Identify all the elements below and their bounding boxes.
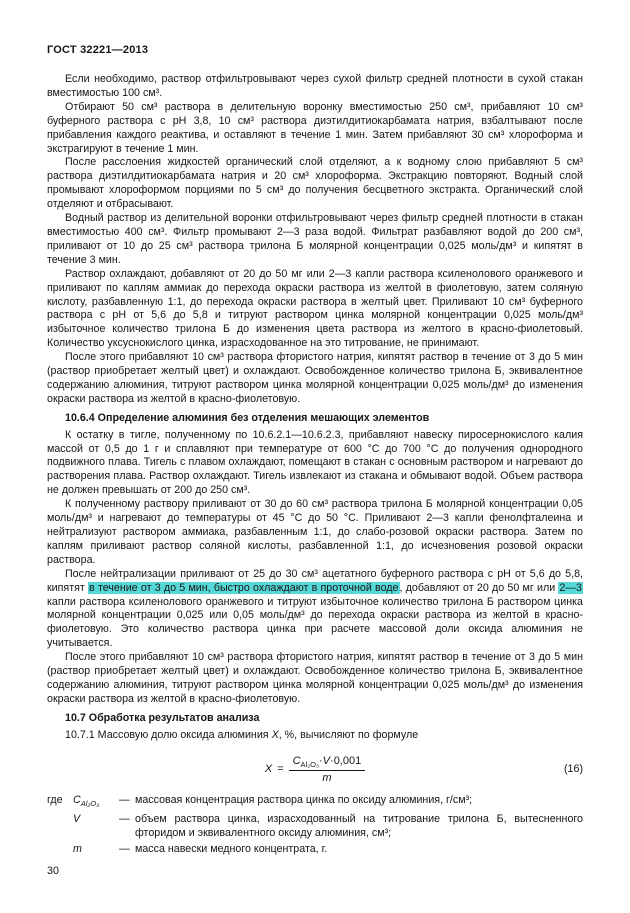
text-run: После этого прибавляют 10 см³ раствора фтористого натрия, кипятят раствор в течение от 3 до 5 мин (раствор приобретает желтый цвет) и охлаждают. Освобожденное количество трилона Б, эквивалентное содержанию алюминия, титруют раствором цинка молярной концентрации 0,025 моль/дм³ до изменения окраски раствора из желтой в красно-фиолетовую. bbox=[47, 651, 583, 705]
legend-symbol-v-base: V bbox=[73, 812, 81, 825]
formula-block bbox=[47, 755, 583, 784]
formula-numerator bbox=[289, 755, 366, 771]
document-body bbox=[47, 73, 583, 743]
text-run: После этого прибавляют 10 см³ раствора фтористого натрия, кипятят раствор в течение от 3 до 5 мин (раствор приобретает желтый цвет) и охлаждают. Освобожденное количество трилона Б, эквивалентное содержанию алюминия, титруют раствором цинка молярной концентрации 0,025 моль/дм³ до изменения окраски раствора из желтой в красно-фиолетовую. bbox=[47, 351, 583, 405]
paragraph bbox=[47, 101, 583, 157]
text-run: После расслоения жидкостей органический слой отделяют, а к водному слою прибавляют 5 см³ раствора диэтилдитиокарбамата натрия и 20 см³ хлороформа. Экстракцию повторяют. Водный слой промывают хлороформом порциями по 5 см³ до получения бесцветного экстракта. Органический слой отделяют и отбрасывают. bbox=[47, 156, 583, 211]
formula-var-c: C bbox=[292, 754, 301, 767]
paragraph bbox=[47, 568, 583, 651]
text-run: 10.7 Обработка результатов анализа bbox=[65, 711, 260, 724]
formula-multiply-sign: · bbox=[330, 754, 334, 767]
text-run: , добавляют от 20 до 50 мг или bbox=[399, 581, 559, 594]
text-run: капли раствора ксиленолового оранжевого и титруют избыточное количество трилона Б раствором цинка молярной концентрации 0,025 или 0,05 моль/дм³ до перехода окраски раствора из желтой в красно-фиолетовую. Это количество раствора цинка при расчете массовой доли оксида алюминия не учитывается. bbox=[47, 595, 583, 650]
paragraph bbox=[47, 351, 583, 407]
formula-fraction bbox=[289, 755, 366, 784]
legend-symbol-v bbox=[73, 813, 119, 841]
text-run: Если необходимо, раствор отфильтровывают через сухой фильтр средней плотности в сухой стакан вместимостью 100 см³. bbox=[47, 73, 583, 99]
paragraph bbox=[47, 73, 583, 101]
text-run: К остатку в тигле, полученному по 10.6.2.1—10.6.2.3, прибавляют навеску пиросернокислого калия массой от 0,5 до 1 г и сплавляют при температуре от 600 °С до 700 °С до получения однородного подвижного плава. Тигель с плавом охлаждают, помещают в стакан с основным раствором и нагревают до растворения плава. Раствор охлаждают. Тигель извлекают из стакана и обмывают водой. Объем раствора не должен превышать от 200 до 250 см³. bbox=[47, 428, 583, 497]
paragraph bbox=[47, 268, 583, 351]
legend-symbol-c bbox=[73, 794, 119, 811]
text-run: Водный раствор из делительной воронки отфильтровывают через фильтр средней плотности в стакан вместимостью 400 см³. Фильтр промывают 2—3 раза водой. Фильтрат разбавляют водой до 200 см³, приливают от 10 до 25 см³ раствора трилона Б молярной концентрации 0,025 моль/дм³ и кипятят в течение 3 мин. bbox=[47, 212, 583, 266]
legend-symbol-c-base: C bbox=[73, 793, 81, 806]
legend-spacer bbox=[47, 813, 73, 841]
formula-var-c-subscript: Al₂O₃ bbox=[300, 759, 319, 769]
paragraph bbox=[47, 729, 583, 743]
legend-dash: — bbox=[119, 842, 130, 855]
paragraph bbox=[47, 429, 583, 499]
legend-spacer bbox=[47, 843, 73, 857]
formula-legend bbox=[47, 794, 583, 857]
formula-number: (16) bbox=[564, 763, 584, 776]
text-run: X bbox=[271, 728, 279, 741]
formula-var-v: V bbox=[322, 754, 331, 767]
text-run: К полученному раствору приливают от 30 до 60 см³ раствора трилона Б молярной концентрации 0,05 моль/дм³ и нагревают до температуры от 45 °С до 50 °С. Приливают 2—3 капли фенолфталеина и нейтрализуют раствором аммиака, разбавленным 1:1, до слабо-розовой окраски раствора. Затем по каплям приливают раствор соляной кислоты, разбавленной 1:1, до исчезновения розовой окраски раствора. bbox=[47, 498, 583, 566]
paragraph bbox=[47, 498, 583, 568]
formula-denominator: m bbox=[322, 771, 332, 784]
paragraph bbox=[47, 651, 583, 707]
text-run: 10.6.4 Определение алюминия без отделения мешающих элементов bbox=[65, 411, 430, 424]
text-run: После нейтрализации приливают от 25 до 30 см³ ацетатного буферного раствора с pH от 5,6 до 5,8, кипятят bbox=[47, 567, 583, 594]
paragraph bbox=[47, 212, 583, 268]
text-run: , %, вычисляют по формуле bbox=[278, 728, 419, 741]
paragraph bbox=[47, 156, 583, 212]
legend-symbol-m bbox=[73, 843, 119, 857]
legend-text-c: массовая концентрация раствора цинка по оксиду алюминия, г/см³; bbox=[135, 793, 473, 806]
text-run: Отбирают 50 см³ раствора в делительную воронку вместимостью 250 см³, прибавляют 10 см³ буферного раствора с pH 3,8, 10 см³ раствора диэтилдитиокарбамата натрия, взбалтывают после прибавления каждого реактива, и оставляют в течение 1 мин. Затем прибавляют 30 см³ хлороформа и экстрагируют в течение 1 мин. bbox=[47, 100, 583, 155]
highlighted-text: 2—3 bbox=[559, 581, 582, 594]
legend-symbol-c-subscript: Al₂O₃ bbox=[80, 798, 100, 808]
legend-symbol-m-base: m bbox=[73, 842, 82, 855]
where-label: где bbox=[47, 793, 63, 806]
section-heading bbox=[47, 712, 583, 726]
legend-text-v: объем раствора цинка, израсходованный на титрование трилона Б, вытесненного фторидом и эквивалентного оксиду алюминия, см³; bbox=[135, 812, 583, 839]
highlighted-text: в течение от 3 до 5 мин, быстро охлаждают в проточной воде bbox=[89, 581, 399, 594]
page-number: 30 bbox=[47, 865, 59, 877]
formula bbox=[265, 755, 365, 784]
text-run: 10.7.1 Массовую долю оксида алюминия bbox=[65, 728, 272, 741]
formula-constant: 0,001 bbox=[333, 754, 362, 767]
legend-dash: — bbox=[119, 793, 130, 806]
document-header: ГОСТ 32221—2013 bbox=[47, 44, 149, 56]
formula-equals: = bbox=[277, 763, 284, 776]
section-heading bbox=[47, 412, 583, 426]
text-run: Раствор охлаждают, добавляют от 20 до 50 мг или 2—3 капли раствора ксиленолового оранжевого и приливают по каплям аммиак до перехода окраски раствора из желтой в фиолетовую, затем соляную кислоту, разбавленную 1:1, до перехода окраски раствора в желтый цвет. Приливают 10 см³ буферного раствора с pH от 5,6 до 5,8 и титруют раствором цинка молярной концентрации 0,025 моль/дм³ избыточное количество трилона Б до изменения цвета раствора из желтого в красно-фиолетовый. Количество уксуснокислого цинка, израсходованное на это титрование, не принимают. bbox=[47, 267, 583, 350]
legend-text-m: масса навески медного концентрата, г. bbox=[135, 842, 328, 855]
formula-lhs: X bbox=[264, 763, 273, 776]
legend-dash: — bbox=[119, 812, 130, 825]
formula-multiply-sign: · bbox=[319, 754, 323, 767]
